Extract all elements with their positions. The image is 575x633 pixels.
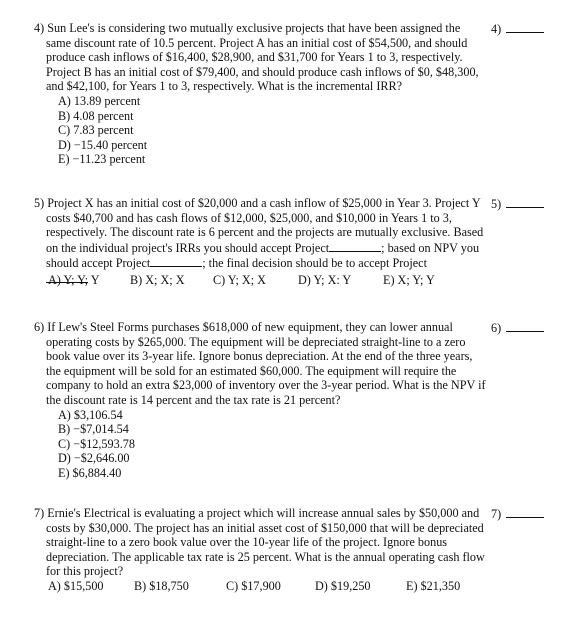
- option-e: E) X; Y; Y: [383, 272, 435, 287]
- option-a: A) 13.89 percent: [58, 93, 141, 108]
- question-7-number: 7): [491, 507, 502, 521]
- question-7: [34, 506, 486, 594]
- question-5-stem-part-2: ; based on NPV you should accept Project: [46, 240, 480, 271]
- option-c: C) $17,900: [226, 578, 281, 593]
- question-7-answer-slot: [491, 506, 551, 522]
- answer-blank[interactable]: [506, 506, 544, 518]
- question-7-stem: 7) Ernie's Electrical is evaluating a project which will increase annual sales by $50,000 and costs by $30,000. The project has an initial asset cost of $150,000 that will be depreciated straight-line to a zero book value over the 10-year life of the project. Ignore bonus depreciation. The applicable tax rate is 25 percent. What is the annual operating cash flow for this project?: [34, 506, 485, 579]
- question-4-answer-slot: [491, 21, 551, 37]
- question-7-options: [48, 579, 486, 594]
- option-d: D) Y; X: Y: [298, 272, 352, 287]
- option-b: B) $18,750: [134, 578, 189, 593]
- answer-blank[interactable]: [506, 320, 544, 332]
- option-d: D) −15.40 percent: [58, 137, 148, 152]
- option-d: D) −$2,646.00: [58, 451, 130, 466]
- question-6-answer-slot: [491, 320, 551, 336]
- question-5: [34, 196, 486, 287]
- option-c: C) 7.83 percent: [58, 123, 134, 138]
- question-5-options: [48, 273, 486, 288]
- option-c: C) Y; X; X: [213, 272, 266, 287]
- question-6-stem: 6) If Lew's Steel Forms purchases $618,000 of new equipment, they can lower annual operating costs by $265,000. The equipment will be depreciated straight-line to a zero book value over its 3-year life. Ignore bonus depreciation. At the end of the three years, the equipment will be sold for an estimated $60,000. The equipment will require the company to hold an extra $23,000 of inventory over the 3-year period. What is the NPV if the discount rate is 14 percent and the tax rate is 21 percent?: [34, 320, 486, 407]
- option-a: A) $3,106.54: [58, 407, 123, 422]
- question-5-answer-slot: [491, 196, 551, 212]
- option-a: A) $15,500: [48, 578, 104, 593]
- option-b: B) X; X; X: [130, 272, 185, 287]
- question-5-stem-part-3: ; the final decision should be to accept Project: [202, 256, 427, 271]
- answer-blank[interactable]: [506, 21, 544, 33]
- option-d: D) $19,250: [315, 578, 371, 593]
- question-4: [34, 21, 486, 167]
- option-e: E) $21,350: [406, 578, 461, 593]
- option-a: A) Y; Y; Y: [48, 272, 100, 287]
- question-6-options: [58, 408, 486, 481]
- question-4-stem: 4) Sun Lee's is considering two mutually exclusive projects that have been assigned the same discount rate of 10.5 percent. Project A has an initial cost of $54,500, and should produce cash inflows of $16,400, $28,900, and $31,700 for Years 1 to 3, respectively. Project B has an initial cost of $79,400, and should produce cash inflows of $0, $48,300, and $42,100, for Years 1 to 3, respectively. What is the incremental IRR?: [34, 21, 479, 94]
- option-b: B) 4.08 percent: [58, 108, 134, 123]
- option-b: B) −$7,014.54: [58, 422, 129, 437]
- question-6-number: 6): [491, 321, 502, 335]
- npv-blank[interactable]: [150, 255, 202, 267]
- option-e: E) −11.23 percent: [58, 152, 146, 167]
- question-5-number: 5): [491, 197, 502, 211]
- answer-blank[interactable]: [506, 196, 544, 208]
- question-4-options: [58, 94, 486, 167]
- option-c: C) −$12,593.78: [58, 436, 135, 451]
- question-5-stem-part-1: 5) Project X has an initial cost of $20,000 and a cash inflow of $25,000 in Year 3. Project Y costs $40,700 and has cash flows of $12,000, $25,000, and $10,000 in Years 1 to 3, respectively. The discount rate is 6 percent and the projects are mutually exclusive. Based on the individual project's IRRs you should accept Project: [34, 196, 484, 255]
- question-6: [34, 320, 486, 481]
- question-4-number: 4): [491, 22, 502, 36]
- option-e: E) $6,884.40: [58, 465, 122, 480]
- irr-blank[interactable]: [329, 240, 381, 252]
